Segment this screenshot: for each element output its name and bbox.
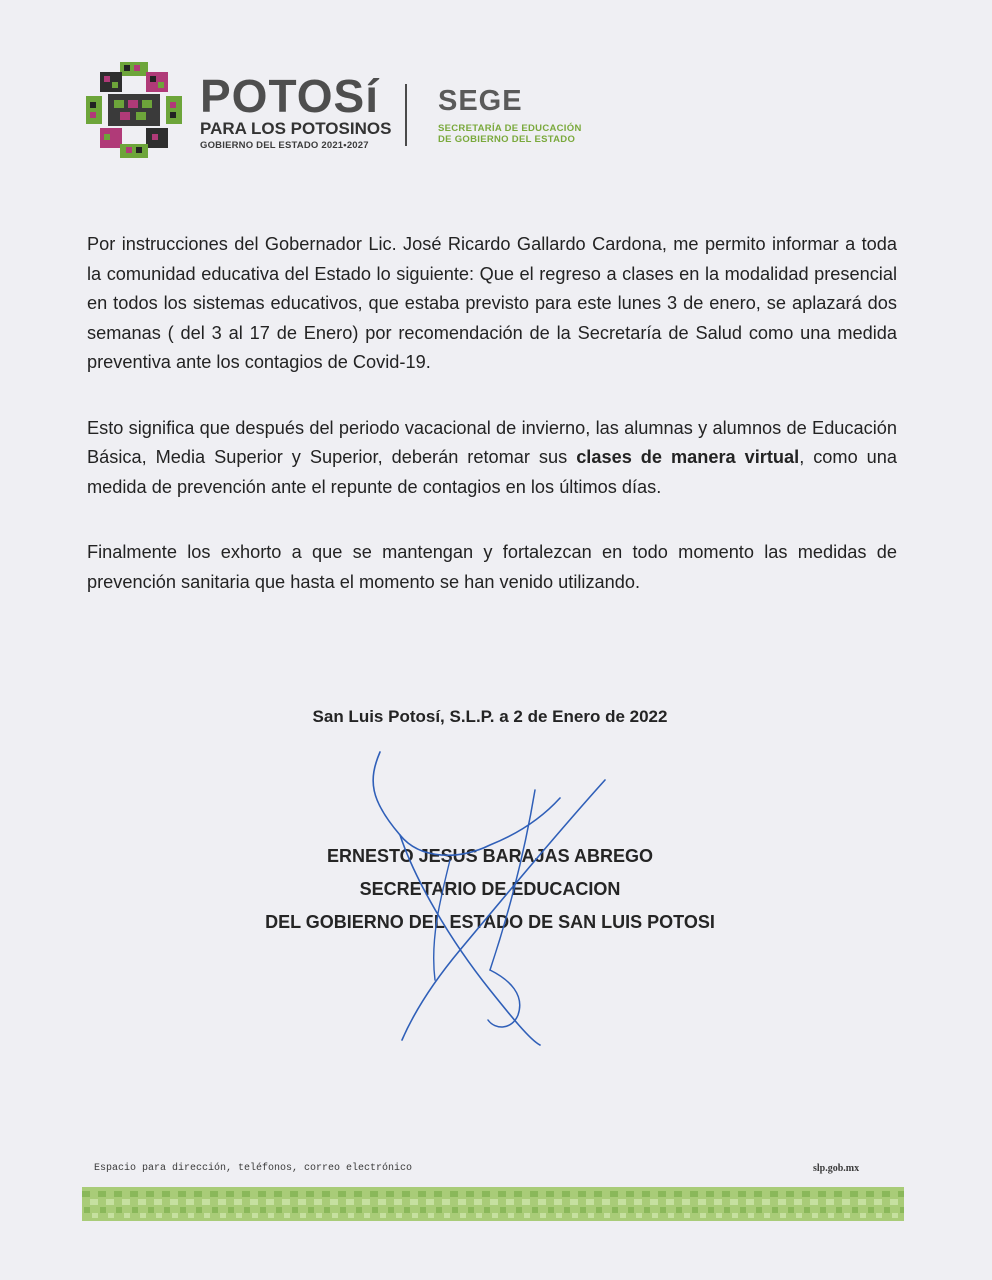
letter-body	[87, 230, 897, 633]
potosi-emblem-logo	[82, 58, 186, 162]
secretariat-block	[438, 86, 582, 145]
footer-website: slp.gob.mx	[813, 1163, 860, 1174]
secretariat-name-line2: DE GOBIERNO DEL ESTADO	[438, 134, 576, 145]
brand-subtitle: PARA LOS POTOSINOS	[200, 119, 392, 138]
brand-period: GOBIERNO DEL ESTADO 2021•2027	[200, 140, 369, 151]
paragraph-2-emphasis: clases de manera virtual	[576, 447, 800, 467]
secretariat-acronym: SEGE	[438, 85, 523, 117]
signer-organization: DEL GOBIERNO DEL ESTADO DE SAN LUIS POTOSI	[265, 912, 715, 932]
header-divider	[405, 84, 407, 146]
paragraph-2-start: Esto significa que después del periodo vacacional de invierno, las alumnas y alumnos de Educación Básica, Media Superior y Superior, deberán retomar sus	[87, 417, 897, 467]
footer-decorative-band	[82, 1187, 904, 1221]
signer-title: SECRETARIO DE EDUCACION	[359, 879, 621, 899]
signer-name: ERNESTO JESUS BARAJAS ABREGO	[326, 846, 654, 866]
paragraph-1: Por instrucciones del Gobernador Lic. José Ricardo Gallardo Cardona, me permito informar a toda la comunidad educativa del Estado lo siguiente: Que el regreso a clases en la modalidad presencial en todos los sistemas educativos, que estaba previsto para este lunes 3 de enero, se aplazará dos semanas ( del 3 al 17 de Enero) por recomendación de la Secretaría de Salud como una medida preventiva ante los contagios de Covid-19.	[87, 234, 897, 372]
paragraph-3: Finalmente los exhorto a que se mantengan y fortalezcan en todo momento las medidas de prevención sanitaria que hasta el momento se han venido utilizando.	[87, 542, 897, 592]
handwritten-signature	[340, 740, 640, 1060]
brand-block	[200, 70, 392, 152]
brand-title: POTOSí	[200, 70, 379, 122]
place-date: San Luis Potosí, S.L.P. a 2 de Enero de 2022	[312, 707, 668, 726]
paragraph-2	[87, 414, 897, 503]
secretariat-name-line1: SECRETARÍA DE EDUCACIÓN	[438, 123, 582, 134]
footer-contact-placeholder: Espacio para dirección, teléfonos, correo electrónico	[94, 1163, 413, 1174]
paragraph-2-end: , como una medida de prevención ante el repunte de contagios en los últimos días.	[87, 447, 897, 497]
